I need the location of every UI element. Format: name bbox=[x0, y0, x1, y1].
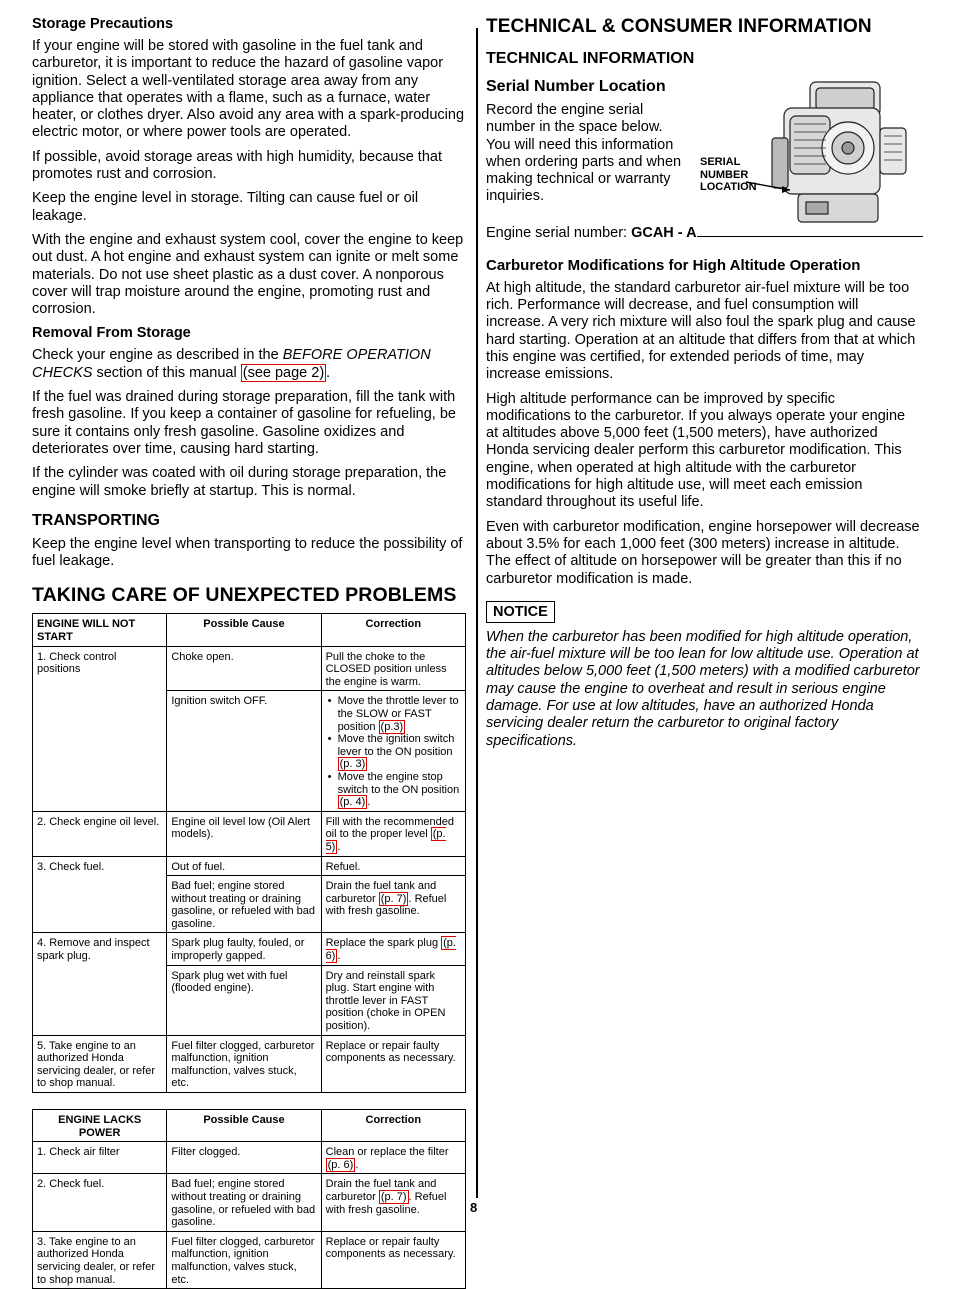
cause-cell: Out of fuel. bbox=[167, 856, 321, 876]
check-cell: 2. Check fuel. bbox=[33, 1174, 167, 1231]
page-link[interactable]: (p. 6) bbox=[325, 937, 456, 963]
correction-cell: Replace the spark plug (p. 6) . bbox=[321, 933, 465, 965]
table-header bbox=[33, 614, 466, 646]
cause-cell: Bad fuel; engine stored without treating or draining gasoline, or refueled with bad gasoline. bbox=[167, 1174, 321, 1231]
removal-paragraph-3: If the cylinder was coated with oil during storage preparation, the engine will smoke briefly at startup. This is normal. bbox=[32, 465, 447, 499]
column-divider bbox=[476, 28, 478, 1198]
column-header-problem: ENGINE LACKS POWER bbox=[33, 1110, 167, 1142]
problems-heading: TAKING CARE OF UNEXPECTED PROBLEMS bbox=[32, 584, 457, 607]
correction-cell: Refuel. bbox=[321, 856, 465, 876]
cause-cell: Spark plug wet with fuel (flooded engine). bbox=[167, 965, 321, 1035]
correction-cell: Pull the choke to the CLOSED position unless the engine is warm. bbox=[321, 646, 465, 691]
check-cell: 3. Check fuel. bbox=[33, 856, 167, 933]
transporting-paragraph: Keep the engine level when transporting to reduce the possibility of fuel leakage. bbox=[32, 535, 463, 570]
serial-prefix: Engine serial number: bbox=[486, 224, 632, 241]
carburetor-paragraph-1: At high altitude, the standard carburetor air-fuel mixture will be too rich. Performance will decrease, and fuel consumption will increase. A very rich mixture will also foul the spark plug and cause hard starting. Operation at an altitude that differs from that at which this engine was certified, for extended periods of time, may increase emissions. bbox=[486, 279, 916, 383]
cause-cell: Filter clogged. bbox=[167, 1142, 321, 1174]
column-header-cause: Possible Cause bbox=[167, 1110, 321, 1142]
table-header bbox=[33, 1110, 466, 1142]
correction-bullet bbox=[338, 695, 461, 733]
correction-bullet bbox=[338, 733, 461, 771]
table-row bbox=[33, 811, 466, 856]
carburetor-heading: Carburetor Modifications for High Altitude Operation bbox=[486, 256, 861, 274]
page-link[interactable]: (p. 3) bbox=[339, 758, 366, 771]
notice-text: When the carburetor has been modified for high altitude operation, the air-fuel mixture will be too lean for low altitude use. Operation at altitudes below 5,000 feet (1,500 meters) with a modified carburetor may cause the engine to overheat and result in serious engine damage. For use at low altitudes, have an authorized Honda servicing dealer return the carburetor to original factory specifications. bbox=[486, 628, 920, 749]
table-row bbox=[33, 933, 466, 965]
cause-cell: Engine oil level low (Oil Alert models). bbox=[167, 811, 321, 856]
serial-number-location-label bbox=[700, 156, 757, 194]
engine-lacks-power-table bbox=[32, 1109, 466, 1289]
cause-cell: Choke open. bbox=[167, 646, 321, 691]
right-column bbox=[486, 16, 920, 757]
carburetor-paragraph-2: High altitude performance can be improved by specific modifications to the carburetor. If you always operate your engine at altitudes above 5,000 feet (1,500 meters), have authorized Honda servicing dealer perform this carburetor modification. This engine, when operated at high altitude with the carburetor modifications for high altitude use, will meet each emission standard throughout its useful life. bbox=[486, 390, 906, 511]
check-cell: 3. Take engine to an authorized Honda servicing dealer, or refer to shop manual. bbox=[33, 1231, 167, 1288]
correction-cell: Replace or repair faulty components as necessary. bbox=[321, 1231, 465, 1288]
correction-cell: Replace or repair faulty components as necessary. bbox=[321, 1035, 465, 1092]
storage-paragraph-2: If possible, avoid storage areas with high humidity, because that promotes rust and corrosion. bbox=[32, 148, 442, 183]
storage-paragraph-1: If your engine will be stored with gasoline in the fuel tank and carburetor, it is important to reduce the hazard of gasoline vapor ignition. Select a well-ventilated storage area away from any appliance that operates with a flame, such as a furnace, water heater, or clothes dryer. Also avoid any area with a spark-producing electric motor, or where power tools are operated. bbox=[32, 38, 465, 141]
cause-cell: Fuel filter clogged, carburetor malfunction, ignition malfunction, valves stuck, etc. bbox=[167, 1231, 321, 1288]
table-row bbox=[33, 1142, 466, 1174]
correction-cell bbox=[321, 1174, 465, 1231]
table-row bbox=[33, 1174, 466, 1231]
correction-text: Drain the fuel tank and carburetor bbox=[325, 880, 437, 905]
cause-cell: Spark plug faulty, fouled, or improperly gapped. bbox=[167, 933, 321, 965]
correction-text: Drain the fuel tank and carburetor bbox=[325, 1178, 437, 1203]
correction-text: . Refuel with fresh gasoline. bbox=[325, 892, 447, 918]
see-page-2-link[interactable]: (see page 2) bbox=[242, 364, 325, 381]
check-cell: 4. Remove and inspect spark plug. bbox=[33, 933, 167, 1035]
technical-consumer-heading: TECHNICAL & CONSUMER INFORMATION bbox=[486, 16, 872, 37]
correction-text: Replace the spark plug bbox=[325, 937, 439, 950]
removal-text: Check your engine as described in the bbox=[32, 347, 283, 364]
table-row bbox=[33, 1035, 466, 1092]
serial-instructions: Record the engine serial number in the space below. You will need this information when ordering parts and when making technical or warranty inquiries. bbox=[486, 102, 682, 205]
check-cell: 5. Take engine to an authorized Honda servicing dealer, or refer to shop manual. bbox=[33, 1035, 167, 1092]
serial-location-heading: Serial Number Location bbox=[486, 78, 666, 95]
before-operation-checks-ref: BEFORE OPERATION CHECKS bbox=[32, 347, 431, 381]
removal-paragraph-2: If the fuel was drained during storage preparation, fill the tank with fresh gasoline. If you keep a container of gasoline for refueling, be sure it contains only fresh gasoline. Gasoline oxidizes and deteriorates over time, causing hard starting. bbox=[32, 389, 456, 457]
page-link[interactable]: (p. 5) bbox=[325, 828, 446, 853]
correction-bullet: • Move the engine stop switch to the ON position (p. 4) . bbox=[338, 771, 461, 809]
bullet-text: Move the engine stop switch to the ON position bbox=[337, 770, 460, 796]
cause-cell: Bad fuel; engine stored without treating or draining gasoline, or refueled with bad gasoline. bbox=[167, 876, 321, 933]
bullet-text: Move the ignition switch lever to the ON position bbox=[337, 733, 455, 758]
storage-paragraph-4: With the engine and exhaust system cool, cover the engine to keep out dust. A hot engine and exhaust system can ignite or melt some materials. Do not use sheet plastic as a dust cover. A nonporous cover will trap moisture around the engine, promoting rust and corrosion. bbox=[32, 231, 464, 318]
notice-badge: NOTICE bbox=[486, 601, 555, 623]
removal-text-mid: section of this manual bbox=[92, 364, 241, 381]
left-column bbox=[32, 16, 466, 1289]
check-cell: 1. Check control positions bbox=[33, 646, 167, 811]
serial-value: GCAH - A bbox=[631, 224, 697, 241]
column-header-correction: Correction bbox=[321, 614, 465, 646]
correction-text: Fill with the recommended oil to the proper level bbox=[325, 815, 454, 841]
figure-label-line: LOCATION bbox=[700, 181, 757, 193]
page-link[interactable]: (p.3) bbox=[380, 720, 404, 733]
removal-paragraph-1 bbox=[32, 347, 466, 382]
storage-paragraph-3: Keep the engine level in storage. Tilting can cause fuel or oil leakage. bbox=[32, 190, 419, 224]
storage-precautions-heading: Storage Precautions bbox=[32, 16, 174, 32]
transporting-heading: TRANSPORTING bbox=[32, 511, 160, 529]
table-row bbox=[33, 646, 466, 691]
bullet-text: Move the throttle lever to the SLOW or FAST position bbox=[337, 695, 459, 733]
figure-label-line: NUMBER bbox=[700, 168, 749, 181]
check-cell: 2. Check engine oil level. bbox=[33, 811, 167, 856]
removal-heading: Removal From Storage bbox=[32, 325, 191, 342]
page-link[interactable]: (p. 6) bbox=[327, 1158, 354, 1171]
table-row bbox=[33, 1231, 466, 1288]
page-link[interactable]: (p. 7) bbox=[380, 1190, 407, 1203]
page-number: 8 bbox=[470, 1200, 478, 1215]
page-link[interactable]: (p. 7) bbox=[380, 892, 407, 905]
correction-cell bbox=[321, 691, 465, 811]
cause-cell: Ignition switch OFF. bbox=[167, 691, 321, 811]
figure-label-line: SERIAL bbox=[700, 156, 741, 168]
carburetor-paragraph-3: Even with carburetor modification, engine horsepower will decrease about 3.5% for each 1,000 feet (300 meters) increase in altitude. The effect of altitude on horsepower will be greater than this if no carburetor modification is made. bbox=[486, 518, 920, 587]
removal-text-end: . bbox=[326, 364, 331, 381]
correction-cell: Clean or replace the filter (p. 6) . bbox=[321, 1142, 465, 1174]
correction-cell: Fill with the recommended oil to the proper level (p. 5) . bbox=[321, 811, 465, 856]
column-header-cause: Possible Cause bbox=[167, 614, 321, 646]
page-link[interactable]: (p. 4) bbox=[339, 796, 366, 809]
correction-cell: Dry and reinstall spark plug. Start engine with throttle lever in FAST position (choke in OPEN position). bbox=[321, 965, 465, 1035]
engine-illustration bbox=[698, 78, 920, 228]
correction-cell bbox=[321, 876, 465, 933]
column-header-problem: ENGINE WILL NOT START bbox=[33, 614, 167, 646]
correction-text: Clean or replace the filter bbox=[325, 1146, 449, 1159]
table-row bbox=[33, 856, 466, 876]
correction-text: . Refuel with fresh gasoline. bbox=[325, 1190, 447, 1216]
cause-cell: Fuel filter clogged, carburetor malfunction, ignition malfunction, valves stuck, etc. bbox=[167, 1035, 321, 1092]
engine-will-not-start-table bbox=[32, 613, 466, 1093]
check-cell: 1. Check air filter bbox=[33, 1142, 167, 1174]
column-header-correction: Correction bbox=[321, 1110, 465, 1142]
technical-info-heading: TECHNICAL INFORMATION bbox=[486, 50, 695, 67]
